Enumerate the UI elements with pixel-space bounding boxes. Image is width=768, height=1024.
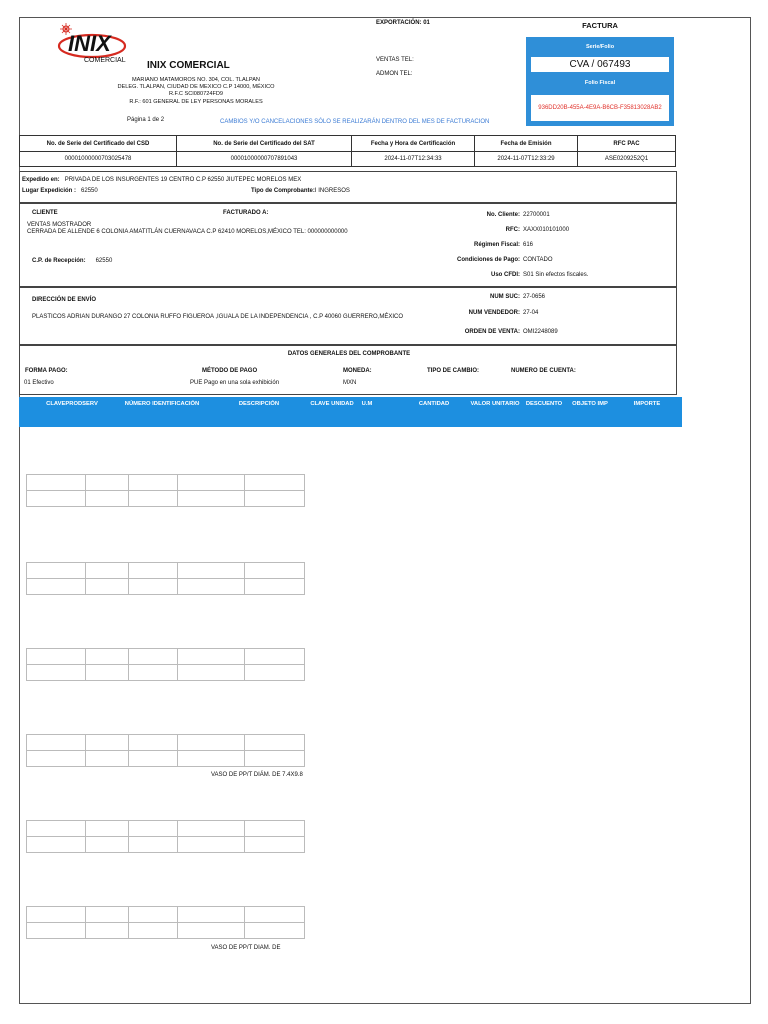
logo-text: INIX (68, 31, 111, 56)
col-valor-unitario: VALOR UNITARIO (470, 401, 520, 407)
col-importe: IMPORTE (633, 401, 661, 407)
rfc-line: R.F.C SCI080724FD9 (168, 91, 224, 98)
folio-box (526, 37, 674, 126)
item-grid (26, 906, 305, 939)
admon-tel-label: ADMON TEL: (376, 71, 413, 77)
envio-address: PLASTICOS ADRIAN DURANGO 27 COLONIA RUFFO FIGUEROA ,IGUALA DE LA INDEPENDENCIA , C.P 40060 GUERRERO,MÉXICO (32, 314, 403, 320)
col-clave-unidad: CLAVE UNIDAD (310, 401, 354, 407)
forma-pago-value: 01 Efectivo (24, 380, 54, 386)
condiciones-value: CONTADO (523, 257, 553, 263)
folio-fiscal-label: Folio Fiscal (584, 80, 616, 86)
cert-value: ASE0209252Q1 (578, 152, 676, 167)
no-cliente-label: No. Cliente: (486, 212, 520, 218)
cliente-name: VENTAS MOSTRADOR (27, 222, 92, 228)
cert-header: Fecha de Emisión (475, 136, 578, 152)
condiciones-label: Condiciones de Pago: (456, 257, 520, 263)
tipo-comprobante-row (251, 188, 350, 195)
cert-header: No. de Serie del Certificado del SAT (177, 136, 352, 152)
inix-logo (56, 20, 132, 66)
regimen-line: R.F.: 601 GENERAL DE LEY PERSONAS MORALES (129, 98, 263, 105)
cp-recepcion-value: 62550 (95, 258, 113, 264)
page-number: Página 1 de 2 (127, 117, 165, 123)
numero-cuenta-label: NUMERO DE CUENTA: (511, 368, 576, 374)
lugar-label: Lugar Expedición : (22, 188, 77, 194)
cert-header: Fecha y Hora de Certificación (352, 136, 475, 152)
uso-cfdi-value: S01 Sin efectos fiscales. (523, 272, 589, 278)
item-grid (26, 734, 305, 767)
company-address (96, 77, 296, 106)
num-suc-label: NUM SUC: (490, 294, 520, 300)
metodo-pago-value: PUE Pago en una sola exhibición (190, 380, 280, 386)
address-line: MARIANO MATAMOROS NO. 304, COL. TLALPAN (132, 77, 260, 83)
envio-section (19, 287, 677, 345)
num-suc-value: 27-0656 (523, 294, 546, 300)
moneda-value: MXN (343, 380, 357, 386)
cp-recepcion-label: C.P. de Recepción: (32, 258, 86, 264)
moneda-label: MONEDA: (343, 368, 372, 374)
cert-value: 00001000000703025478 (20, 152, 177, 167)
regimen-label: Régimen Fiscal: (473, 242, 520, 248)
serie-folio-label: Serie/Folio (585, 44, 615, 50)
cert-value: 2024-11-07T12:33:29 (475, 152, 578, 167)
company-name: INIX COMERCIAL (147, 60, 230, 71)
col-descuento: DESCUENTO (525, 401, 563, 407)
datos-generales-section (19, 345, 677, 395)
col-descripcion: DESCRIPCIÓN (238, 401, 280, 407)
cliente-address: CERRADA DE ALLENDE 6 COLONIA AMATITLÁN CUERNAVACA C.P 62410 MORELOS,MÉXICO TEL: 000000000000 (27, 229, 348, 235)
envio-label: DIRECCIÓN DE ENVÍO (32, 297, 97, 303)
ventas-tel-label: VENTAS TEL: (376, 57, 414, 63)
cert-value: 00001000000707891043 (177, 152, 352, 167)
item-description-caption: VASO DE PP/T DIAM. DE (211, 945, 281, 951)
address-line: DELEG. TLALPAN, CIUDAD DE MEXICO C.P 14000, MÉXICO (117, 84, 275, 91)
item-grid (26, 474, 305, 507)
cancellation-notice: CAMBIOS Y/O CANCELACIONES SÓLO SE REALIZARÁN DENTRO DEL MES DE FACTURACION (220, 119, 490, 125)
no-cliente-value: 22700001 (523, 212, 550, 218)
tipo-comprobante-value: I INGRESOS (314, 188, 350, 194)
serie-folio-value: CVA / 067493 (531, 57, 669, 72)
item-description-caption: VASO DE PP/T DIÁM. DE 7.4X9.8 (211, 772, 303, 778)
exportacion-label: EXPORTACIÓN: 01 (376, 20, 430, 26)
items-header-bar (19, 397, 682, 427)
certificate-table (19, 135, 676, 167)
datos-generales-title: DATOS GENERALES DEL COMPROBANTE (287, 351, 411, 357)
folio-fiscal-value: 936DD20B-455A-4E9A-B6CB-F35813028AB2 (531, 95, 669, 121)
col-claveprodserv: CLAVEPRODSERV (46, 401, 98, 407)
cp-recepcion-row (32, 258, 112, 265)
tipo-comprobante-label: Tipo de Comprobante: (251, 188, 315, 194)
tipo-cambio-label: TIPO DE CAMBIO: (427, 368, 479, 374)
expedido-label: Expedido en: (22, 177, 60, 183)
col-objeto-imp: OBJETO IMP (572, 401, 608, 407)
expedido-row (22, 177, 301, 184)
uso-cfdi-label: Uso CFDI: (491, 272, 520, 278)
cert-value: 2024-11-07T12:34:33 (352, 152, 475, 167)
facturado-label: FACTURADO A: (223, 210, 269, 216)
col-numero-identificacion: NÚMERO IDENTIFICACIÓN (124, 401, 200, 407)
cliente-label: CLIENTE (32, 210, 58, 216)
rfc-value: XAXX010101000 (523, 227, 570, 233)
orden-venta-label: ORDEN DE VENTA: (464, 329, 520, 335)
col-cantidad: CANTIDAD (418, 401, 450, 407)
cliente-section (19, 203, 677, 287)
orden-venta-value: OMI2248089 (523, 329, 558, 335)
metodo-pago-label: MÉTODO DE PAGO (202, 368, 258, 374)
item-grid (26, 648, 305, 681)
forma-pago-label: FORMA PAGO: (25, 368, 68, 374)
col-um: U.M (361, 401, 373, 407)
cert-header: RFC PAC (578, 136, 676, 152)
expedicion-section (19, 171, 677, 203)
cert-header: No. de Serie del Certificado del CSD (20, 136, 177, 152)
factura-title: FACTURA (582, 21, 618, 30)
lugar-row (22, 188, 98, 195)
num-vendedor-label: NUM VENDEDOR: (468, 310, 520, 316)
expedido-value: PRIVADA DE LOS INSURGENTES 19 CENTRO C.P 62550 JIUTEPEC MORELOS MEX (64, 177, 302, 183)
lugar-value: 62550 (81, 188, 98, 194)
num-vendedor-value: 27-04 (523, 310, 539, 316)
item-grid (26, 562, 305, 595)
rfc-label: RFC: (505, 227, 520, 233)
regimen-value: 616 (523, 242, 534, 248)
logo-subtext: COMERCIAL (84, 57, 126, 64)
item-grid (26, 820, 305, 853)
